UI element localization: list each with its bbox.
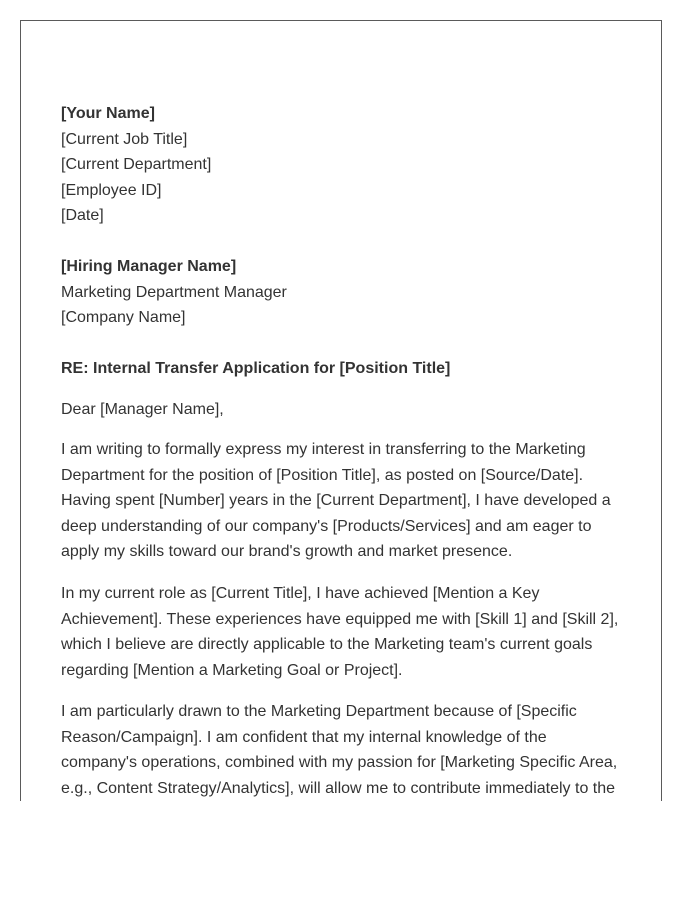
body-paragraph-3 [61, 699, 631, 801]
paragraph-line: I am particularly drawn to the Marketing Department because of [Specific [61, 703, 577, 721]
sender-name: [Your Name] [61, 105, 155, 122]
recipient-block [61, 254, 631, 331]
paragraph-line: In my current role as [Current Title], I have achieved [Mention a Key [61, 584, 540, 602]
letter-page [20, 20, 662, 801]
paragraph-line: Achievement]. These experiences have equipped me with [Skill 1] and [Skill 2], [61, 610, 619, 628]
subject-line: RE: Internal Transfer Application for [Position Title] [61, 359, 451, 377]
paragraph-line: Reason/Campaign]. I am confident that my internal knowledge of the [61, 728, 547, 746]
sender-department: [Current Department] [61, 156, 212, 174]
recipient-title: Marketing Department Manager [61, 283, 287, 301]
paragraph-line: Department for the position of [Position Title], as posted on [Source/Date]. [61, 466, 584, 484]
paragraph-line: which I believe are directly applicable to the Marketing team's current goals [61, 636, 593, 654]
sender-employee-id: [Employee ID] [61, 181, 162, 199]
paragraph-line: e.g., Content Strategy/Analytics], will allow me to contribute immediately to the [61, 780, 616, 798]
paragraph-line: I am writing to formally express my interest in transferring to the Marketing [61, 440, 586, 458]
body-paragraph-1 [61, 437, 631, 565]
sender-job-title: [Current Job Title] [61, 130, 188, 148]
letter-date: [Date] [61, 207, 104, 225]
sender-block [61, 101, 631, 229]
paragraph-line: company's operations, combined with my passion for [Marketing Specific Area, [61, 754, 618, 772]
recipient-company: [Company Name] [61, 309, 186, 327]
salutation: Dear [Manager Name], [61, 401, 224, 419]
letter-body [61, 101, 631, 801]
paragraph-line: deep understanding of our company's [Products/Services] and am eager to [61, 517, 592, 535]
body-paragraph-2 [61, 581, 631, 683]
paragraph-line: Having spent [Number] years in the [Current Department], I have developed a [61, 492, 611, 510]
paragraph-line: apply my skills toward our brand's growth and market presence. [61, 543, 513, 561]
recipient-name: [Hiring Manager Name] [61, 257, 237, 275]
paragraph-line: regarding [Mention a Marketing Goal or Project]. [61, 661, 403, 679]
